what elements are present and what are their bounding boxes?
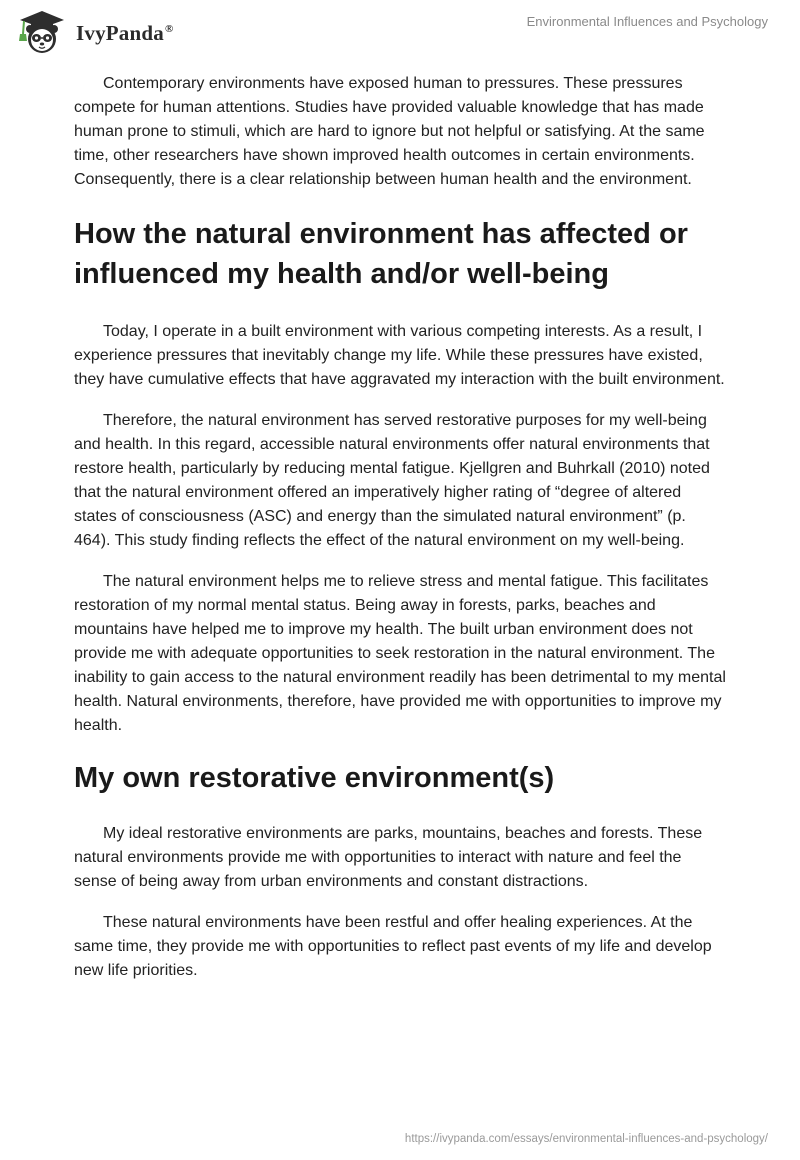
registered-mark: ®: [164, 22, 174, 35]
section-heading-restorative-environments: My own restorative environment(s): [74, 762, 555, 794]
section2-paragraph-1: My ideal restorative environments are parks, mountains, beaches and forests. These natural environments provide me with opportunities to interact with nature and feel the sense of being away from urban environments and constant distractions.: [74, 825, 703, 890]
source-url[interactable]: https://ivypanda.com/essays/environmental-influences-and-psychology/: [404, 1133, 768, 1145]
section1-paragraph-3: The natural environment helps me to relieve stress and mental fatigue. This facilitates restoration of my normal mental status. Being away in forests, parks, beaches and mountains have helped me to improve my health. The built urban environment does not provide me with adequate opportunities to seek restoration in the natural environment. The inability to gain access to the natural environment readily has been detrimental to my mental health. Natural environments, therefore, have provided me with opportunities to improve my health.: [74, 573, 726, 734]
section-heading-natural-environment: How the natural environment has affected or influenced my health and/or well-being: [74, 218, 688, 290]
section2-paragraph-2: These natural environments have been restful and offer healing experiences. At the same time, they provide me with opportunities to reflect past events of my life and develop new life priorities.: [74, 914, 712, 979]
brand-name: [76, 21, 173, 46]
document-title: Environmental Influences and Psychology: [526, 14, 768, 29]
panda-graduate-icon: [14, 8, 70, 56]
section1-paragraph-2: Therefore, the natural environment has served restorative purposes for my well-being and health. In this regard, accessible natural environments offer natural environments that restore health, particularly by reducing mental fatigue. Kjellgren and Buhrkall (2010) noted that the natural environment offered an imperatively higher rating of “degree of altered states of consciousness (ASC) and energy than the simulated natural environment” (p. 464). This study finding reflects the effect of the natural environment on my well-being.: [74, 412, 710, 549]
brand-name-text: IvyPanda: [76, 20, 164, 45]
ivypanda-logo[interactable]: [14, 8, 173, 56]
page-header: [0, 0, 800, 64]
intro-paragraph: Contemporary environments have exposed human to pressures. These pressures compete for human attentions. Studies have provided valuable knowledge that has made human prone to stimuli, which are hard to ignore but not helpful or satisfying. At the same time, other researchers have shown improved health outcomes in certain environments. Consequently, there is a clear relationship between human health and the environment.: [74, 75, 705, 188]
article-body: [74, 72, 726, 1000]
section1-paragraph-1: Today, I operate in a built environment with various competing interests. As a result, I experience pressures that inevitably change my life. While these pressures have existed, they have cumulative effects that have aggravated my interaction with the built environment.: [74, 323, 725, 388]
